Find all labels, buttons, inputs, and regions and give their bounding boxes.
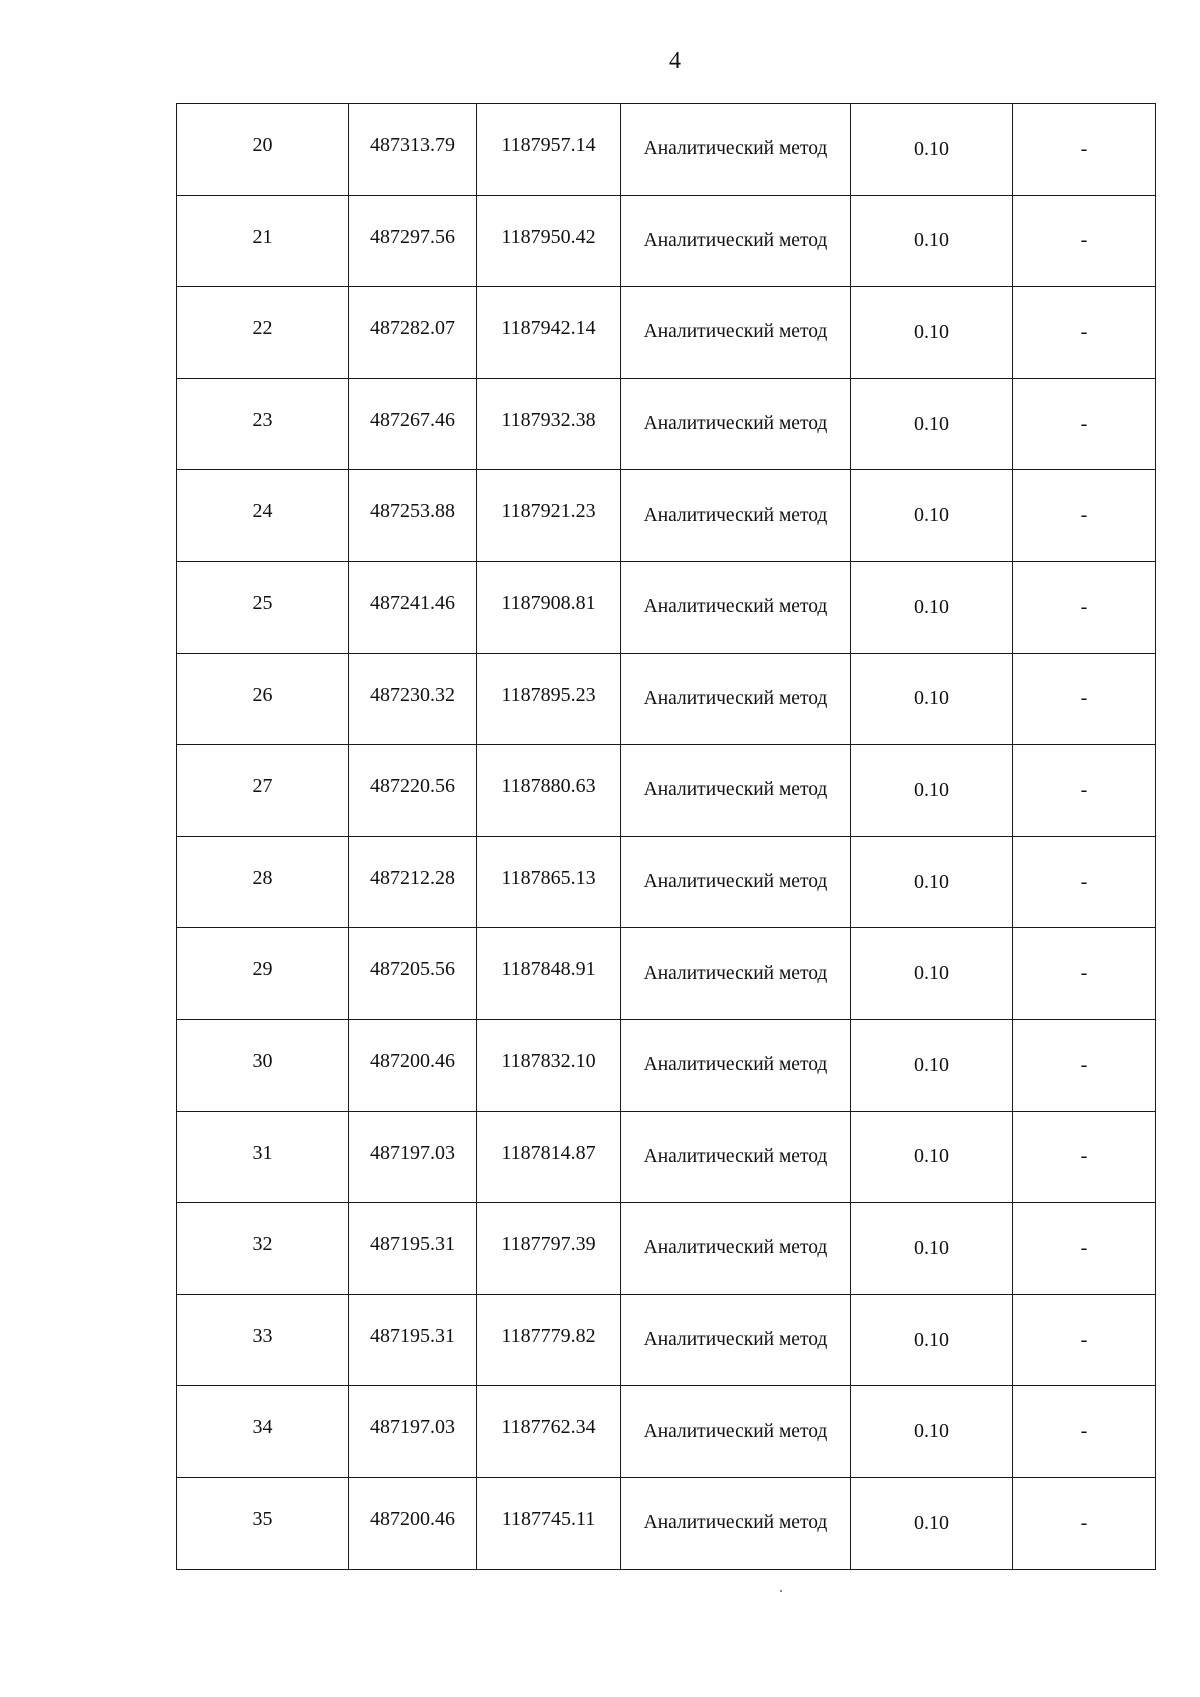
- table-row: [177, 1477, 1156, 1569]
- x-coordinate-cell: 487297.56: [349, 195, 477, 287]
- x-coordinate-cell: 487200.46: [349, 1019, 477, 1111]
- point-number-cell: 23: [177, 378, 349, 470]
- y-coordinate-cell: 1187895.23: [477, 653, 621, 745]
- y-coordinate-cell: 1187957.14: [477, 104, 621, 196]
- x-coordinate-cell: 487205.56: [349, 928, 477, 1020]
- method-cell: Аналитический метод: [621, 745, 851, 837]
- accuracy-cell: 0.10: [851, 928, 1013, 1020]
- accuracy-cell: 0.10: [851, 1477, 1013, 1569]
- y-coordinate-cell: 1187942.14: [477, 287, 621, 379]
- note-cell: -: [1013, 1019, 1156, 1111]
- note-cell: -: [1013, 1111, 1156, 1203]
- table-row: [177, 653, 1156, 745]
- accuracy-cell: 0.10: [851, 1203, 1013, 1295]
- y-coordinate-cell: 1187908.81: [477, 561, 621, 653]
- y-coordinate-cell: 1187797.39: [477, 1203, 621, 1295]
- coordinates-table-container: [176, 103, 1155, 1570]
- table-row: [177, 287, 1156, 379]
- coordinates-table: [176, 103, 1156, 1570]
- accuracy-cell: 0.10: [851, 1019, 1013, 1111]
- x-coordinate-cell: 487253.88: [349, 470, 477, 562]
- accuracy-cell: 0.10: [851, 1111, 1013, 1203]
- method-cell: Аналитический метод: [621, 1477, 851, 1569]
- table-row: [177, 470, 1156, 562]
- note-cell: -: [1013, 745, 1156, 837]
- method-cell: Аналитический метод: [621, 836, 851, 928]
- note-cell: -: [1013, 836, 1156, 928]
- accuracy-cell: 0.10: [851, 1294, 1013, 1386]
- x-coordinate-cell: 487195.31: [349, 1203, 477, 1295]
- table-row: [177, 928, 1156, 1020]
- x-coordinate-cell: 487241.46: [349, 561, 477, 653]
- table-row: [177, 836, 1156, 928]
- method-cell: Аналитический метод: [621, 653, 851, 745]
- table-row: [177, 1111, 1156, 1203]
- point-number-cell: 24: [177, 470, 349, 562]
- table-row: [177, 1386, 1156, 1478]
- x-coordinate-cell: 487267.46: [349, 378, 477, 470]
- method-cell: Аналитический метод: [621, 470, 851, 562]
- method-cell: Аналитический метод: [621, 104, 851, 196]
- accuracy-cell: 0.10: [851, 287, 1013, 379]
- x-coordinate-cell: 487313.79: [349, 104, 477, 196]
- x-coordinate-cell: 487197.03: [349, 1111, 477, 1203]
- point-number-cell: 21: [177, 195, 349, 287]
- point-number-cell: 20: [177, 104, 349, 196]
- table-body: [177, 104, 1156, 1570]
- table-row: [177, 1019, 1156, 1111]
- point-number-cell: 26: [177, 653, 349, 745]
- table-row: [177, 745, 1156, 837]
- page-number: 4: [669, 48, 681, 74]
- note-cell: -: [1013, 378, 1156, 470]
- method-cell: Аналитический метод: [621, 561, 851, 653]
- x-coordinate-cell: 487212.28: [349, 836, 477, 928]
- y-coordinate-cell: 1187848.91: [477, 928, 621, 1020]
- y-coordinate-cell: 1187779.82: [477, 1294, 621, 1386]
- note-cell: -: [1013, 653, 1156, 745]
- table-row: [177, 1203, 1156, 1295]
- note-cell: -: [1013, 1386, 1156, 1478]
- accuracy-cell: 0.10: [851, 561, 1013, 653]
- accuracy-cell: 0.10: [851, 1386, 1013, 1478]
- scan-speck: [780, 1590, 782, 1592]
- method-cell: Аналитический метод: [621, 287, 851, 379]
- accuracy-cell: 0.10: [851, 104, 1013, 196]
- accuracy-cell: 0.10: [851, 470, 1013, 562]
- point-number-cell: 30: [177, 1019, 349, 1111]
- note-cell: -: [1013, 195, 1156, 287]
- x-coordinate-cell: 487220.56: [349, 745, 477, 837]
- x-coordinate-cell: 487200.46: [349, 1477, 477, 1569]
- method-cell: Аналитический метод: [621, 928, 851, 1020]
- note-cell: -: [1013, 1294, 1156, 1386]
- method-cell: Аналитический метод: [621, 1019, 851, 1111]
- point-number-cell: 31: [177, 1111, 349, 1203]
- x-coordinate-cell: 487197.03: [349, 1386, 477, 1478]
- point-number-cell: 35: [177, 1477, 349, 1569]
- table-row: [177, 195, 1156, 287]
- note-cell: -: [1013, 470, 1156, 562]
- x-coordinate-cell: 487282.07: [349, 287, 477, 379]
- point-number-cell: 29: [177, 928, 349, 1020]
- point-number-cell: 33: [177, 1294, 349, 1386]
- note-cell: -: [1013, 928, 1156, 1020]
- method-cell: Аналитический метод: [621, 1111, 851, 1203]
- y-coordinate-cell: 1187865.13: [477, 836, 621, 928]
- y-coordinate-cell: 1187932.38: [477, 378, 621, 470]
- point-number-cell: 25: [177, 561, 349, 653]
- note-cell: -: [1013, 287, 1156, 379]
- table-row: [177, 104, 1156, 196]
- point-number-cell: 27: [177, 745, 349, 837]
- y-coordinate-cell: 1187880.63: [477, 745, 621, 837]
- point-number-cell: 32: [177, 1203, 349, 1295]
- accuracy-cell: 0.10: [851, 745, 1013, 837]
- note-cell: -: [1013, 1203, 1156, 1295]
- method-cell: Аналитический метод: [621, 1386, 851, 1478]
- accuracy-cell: 0.10: [851, 836, 1013, 928]
- method-cell: Аналитический метод: [621, 378, 851, 470]
- y-coordinate-cell: 1187814.87: [477, 1111, 621, 1203]
- method-cell: Аналитический метод: [621, 1294, 851, 1386]
- note-cell: -: [1013, 1477, 1156, 1569]
- accuracy-cell: 0.10: [851, 653, 1013, 745]
- y-coordinate-cell: 1187832.10: [477, 1019, 621, 1111]
- point-number-cell: 28: [177, 836, 349, 928]
- x-coordinate-cell: 487230.32: [349, 653, 477, 745]
- y-coordinate-cell: 1187950.42: [477, 195, 621, 287]
- note-cell: -: [1013, 104, 1156, 196]
- accuracy-cell: 0.10: [851, 378, 1013, 470]
- point-number-cell: 22: [177, 287, 349, 379]
- table-row: [177, 1294, 1156, 1386]
- point-number-cell: 34: [177, 1386, 349, 1478]
- method-cell: Аналитический метод: [621, 1203, 851, 1295]
- method-cell: Аналитический метод: [621, 195, 851, 287]
- y-coordinate-cell: 1187921.23: [477, 470, 621, 562]
- y-coordinate-cell: 1187762.34: [477, 1386, 621, 1478]
- table-row: [177, 561, 1156, 653]
- table-row: [177, 378, 1156, 470]
- y-coordinate-cell: 1187745.11: [477, 1477, 621, 1569]
- x-coordinate-cell: 487195.31: [349, 1294, 477, 1386]
- note-cell: -: [1013, 561, 1156, 653]
- accuracy-cell: 0.10: [851, 195, 1013, 287]
